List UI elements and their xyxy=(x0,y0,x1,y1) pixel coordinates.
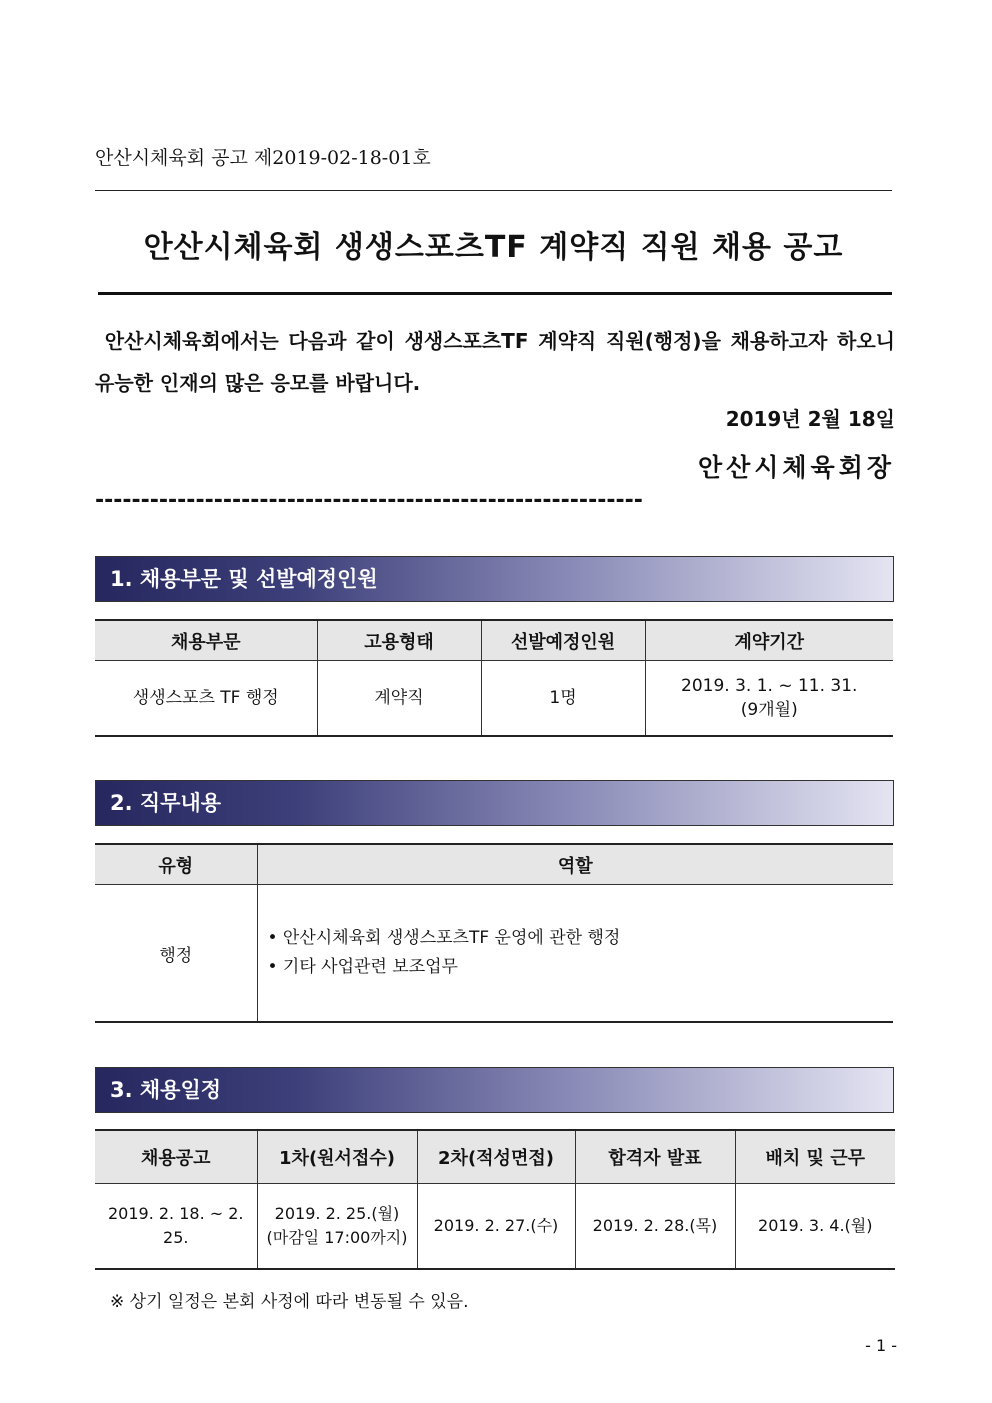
column-header: 선발예정인원 xyxy=(481,620,645,661)
intro-paragraph xyxy=(95,320,895,404)
notice-period: 2019. 2. 18. ~ 2. 25. xyxy=(107,1204,244,1247)
application-date-day: 2019. 2. 25.(월) xyxy=(274,1204,400,1223)
table-row xyxy=(95,661,893,737)
duty-list xyxy=(257,885,893,1023)
column-header: 1차(원서접수) xyxy=(257,1130,417,1184)
document-number: 안산시체육회 공고 제2019-02-18-01호 xyxy=(95,147,431,169)
application-date xyxy=(257,1184,417,1270)
column-header: 합격자 발표 xyxy=(575,1130,735,1184)
column-header: 유형 xyxy=(95,844,257,885)
list-item: • 안산시체육회 생생스포츠TF 운영에 관한 행정 xyxy=(267,928,621,948)
contract-period xyxy=(645,661,893,737)
section-heading-recruitment: 1. 채용부문 및 선발예정인원 xyxy=(95,556,894,602)
announcement-date: 2019년 2월 18일 xyxy=(725,407,895,431)
hire-count: 1명 xyxy=(481,661,645,737)
schedule-table xyxy=(95,1129,895,1270)
recruit-field: 생생스포츠 TF 행정 xyxy=(132,688,279,708)
placement-date: 2019. 3. 4.(월) xyxy=(735,1184,895,1270)
duties-table xyxy=(95,843,893,1023)
column-header: 2차(적성면접) xyxy=(417,1130,575,1184)
intro-text: 안산시체육회에서는 다음과 같이 생생스포츠TF 계약직 직원(행정)을 채용하고자 하오니 유능한 인재의 많은 응모를 바랍니다. xyxy=(95,329,895,395)
page-number: - 1 - xyxy=(865,1336,897,1355)
column-header: 계약기간 xyxy=(645,620,893,661)
table-header-row xyxy=(95,1130,895,1184)
title-underline xyxy=(98,292,892,295)
section-heading-duties: 2. 직무내용 xyxy=(95,780,894,826)
column-header: 역할 xyxy=(257,844,893,885)
column-header: 고용형태 xyxy=(317,620,481,661)
column-header: 채용부문 xyxy=(95,620,317,661)
table-row xyxy=(95,1184,895,1270)
table-header-row xyxy=(95,620,893,661)
signer-name: 안산시체육회장 xyxy=(697,453,895,482)
application-deadline: (마감일 17:00까지) xyxy=(266,1228,408,1247)
recruitment-table xyxy=(95,619,893,737)
schedule-footnote: ※ 상기 일정은 본회 사정에 따라 변동될 수 있음. xyxy=(110,1292,469,1312)
contract-period-duration: (9개월) xyxy=(740,700,798,720)
section-heading-schedule: 3. 채용일정 xyxy=(95,1067,894,1113)
list-item: • 기타 사업관련 보조업무 xyxy=(267,957,458,977)
table-row xyxy=(95,885,893,1023)
employment-type: 계약직 xyxy=(317,661,481,737)
column-header: 채용공고 xyxy=(95,1130,257,1184)
duty-category: 행정 xyxy=(159,945,193,966)
interview-date: 2019. 2. 27.(수) xyxy=(417,1184,575,1270)
page-title: 안산시체육회 생생스포츠TF 계약직 직원 채용 공고 xyxy=(143,230,844,265)
dashed-separator: ------------------------------------------------------------ xyxy=(95,488,643,513)
contract-period-dates: 2019. 3. 1. ~ 11. 31. xyxy=(681,676,858,696)
table-header-row xyxy=(95,844,893,885)
column-header: 배치 및 근무 xyxy=(735,1130,895,1184)
result-date: 2019. 2. 28.(목) xyxy=(575,1184,735,1270)
divider xyxy=(95,190,892,191)
